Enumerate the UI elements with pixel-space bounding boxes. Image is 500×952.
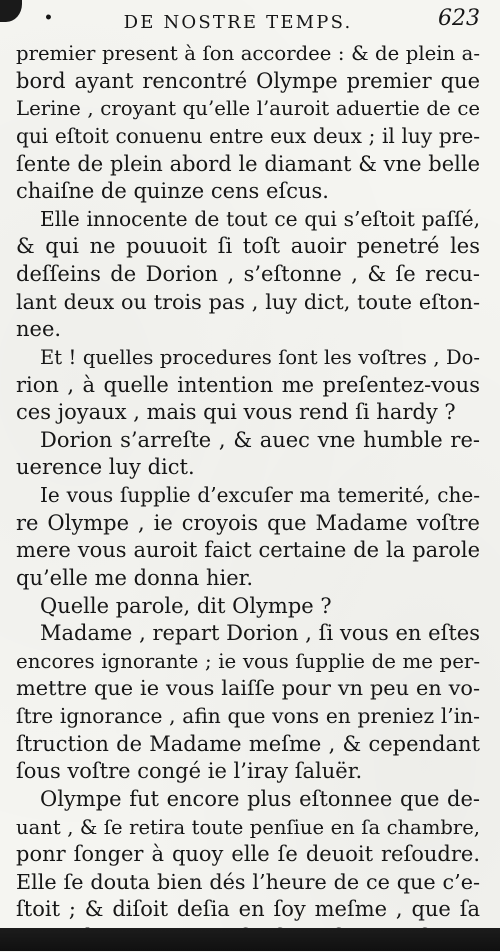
text-line: rion , à quelle intention me preſentez-vous bbox=[16, 372, 480, 397]
page-number: 623 bbox=[438, 6, 480, 31]
text-line: lant deux ou trois pas , luy dict, toute eſton- bbox=[16, 289, 480, 314]
text-line: ſtre ignorance , afin que vons en preniez l’in- bbox=[16, 704, 480, 728]
paragraph-start-line: Madame , repart Dorion , ſi vous en eſtes bbox=[40, 621, 480, 646]
text-line: qu’elle me donna hier. bbox=[16, 565, 254, 590]
text-line: mere vous auroit faict certaine de la parole bbox=[16, 538, 480, 563]
text-line: uerence luy dict. bbox=[16, 455, 195, 480]
paragraph-start-line: Et ! quelles procedures ſont les voſtres , Do- bbox=[40, 345, 480, 369]
scan-edge-shadow bbox=[0, 928, 500, 951]
text-line: ponr ſonger à quoy elle ſe deuoit reſoudre. bbox=[16, 842, 480, 867]
text-line: ces joyaux , mais qui vous rend ſi hardy ? bbox=[16, 400, 456, 425]
paragraph-start-line: Olympe fut encore plus eſtonnee que de- bbox=[40, 786, 480, 811]
text-line: re Olympe , ie croyois que Madame voſtre bbox=[16, 510, 480, 535]
text-line: bord ayant rencontré Olympe premier que bbox=[16, 68, 480, 93]
body-text bbox=[16, 40, 480, 952]
text-line: & qui ne pouuoit ſi toſt auoir penetré les bbox=[16, 234, 480, 259]
paragraph-start-line: Dorion s’arreſte , & auec vne humble re- bbox=[40, 427, 480, 452]
page-header bbox=[0, 4, 500, 38]
text-line: ſtoit ; & diſoit deſia en ſoy meſme , que ſa bbox=[16, 897, 480, 922]
text-line: encores ignorante ; ie vous ſupplie de me per- bbox=[16, 649, 480, 673]
paragraph-start-line: Ie vous ſupplie d’excuſer ma temerité, che- bbox=[40, 483, 480, 507]
paragraph-start-line: Quelle parole, dit Olympe ? bbox=[40, 593, 332, 618]
text-line: chaiſne de quinze cens eſcus. bbox=[16, 179, 329, 204]
text-line: Lerine , croyant qu’elle l’auroit aduertie de ce bbox=[16, 97, 480, 121]
header-bullet: • bbox=[44, 10, 53, 26]
text-line: ſous voſtre congé ie l’iray ſaluër. bbox=[16, 759, 363, 784]
text-line: mettre que ie vous laiſſe pour vn peu en vo- bbox=[16, 676, 480, 701]
text-line: nee. bbox=[16, 317, 62, 342]
text-line: Elle ſe douta bien dés l’heure de ce que c’e- bbox=[16, 869, 480, 894]
text-line: ſtruction de Madame meſme , & cependant bbox=[16, 731, 480, 756]
text-line: qui eſtoit conuenu entre eux deux ; il luy pre- bbox=[16, 123, 480, 148]
paragraph-start-line: Elle innocente de tout ce qui s’eſtoit paſſé, bbox=[40, 206, 480, 231]
text-line: uant , & ſe retira toute penſiue en ſa chambre, bbox=[16, 815, 480, 839]
text-line: deſſeins de Dorion , s’eſtonne , & ſe recu- bbox=[16, 262, 480, 286]
running-head: DE NOSTRE TEMPS. bbox=[123, 12, 353, 33]
text-line: ſente de plein abord le diamant & vne belle bbox=[16, 151, 480, 176]
text-line: premier present à ſon accordee : & de plein a- bbox=[16, 42, 480, 65]
